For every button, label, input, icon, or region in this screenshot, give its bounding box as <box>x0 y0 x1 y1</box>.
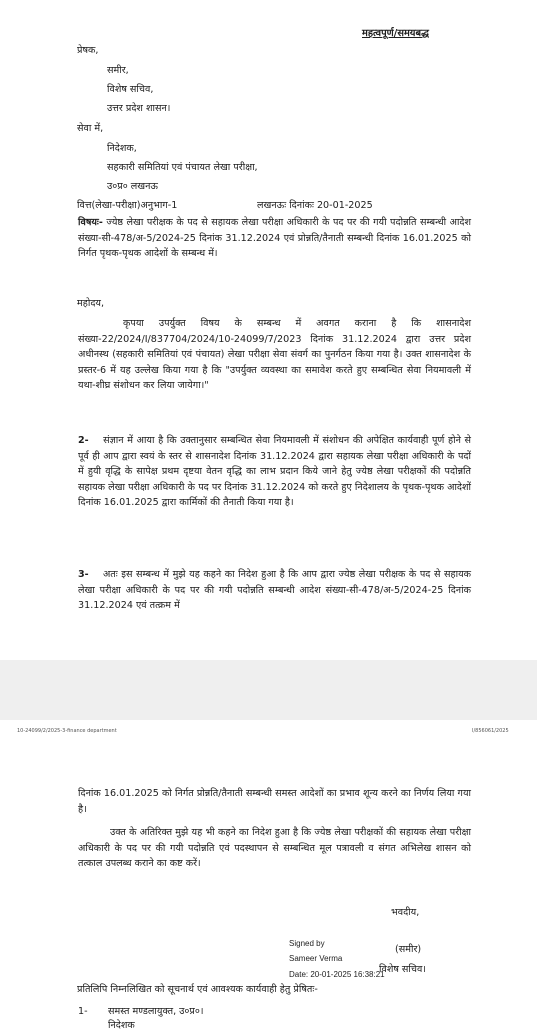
recipient-label: सेवा में, <box>77 123 104 134</box>
paragraph-2-number: 2- <box>78 435 89 446</box>
classification-mark: महत्वपूर्ण/समयबद्ध <box>362 28 429 39</box>
sender-name: समीर, <box>107 65 129 76</box>
salutation: महोदय, <box>77 298 105 309</box>
signer-name: (समीर) <box>395 944 422 955</box>
department-line: वित्त(लेखा-परीक्षा)अनुभाग-1 <box>77 200 178 211</box>
date-line: लखनऊः दिनांकः 20-01-2025 <box>257 200 373 211</box>
recipient-city: उ०प्र० लखनऊ <box>107 181 158 192</box>
copy-item-1-number: 1- <box>78 1006 88 1017</box>
subject-text: ज्येष्ठ लेखा परीक्षक के पद से सहायक लेखा परीक्षा अधिकारी के पद पर की गयी पदोन्नति सम्बन्धी आदेश संख्या-सी-478/अ-5/2024-25 दिनांक 31.12.2024 एवं प्रोन्नति/तैनाती सम्बन्धी दिनांक 16.01.2025 को निर्गत पृथक-पृथक आदेशों के सम्बन्ध में। <box>78 217 471 260</box>
subject-label: विषयः- <box>78 217 103 228</box>
recipient-office: सहकारी समितियां एवं पंचायत लेखा परीक्षा, <box>107 162 258 173</box>
page-header-file-number: 10-24099/2/2025-3-finance department <box>17 728 117 734</box>
signer-designation: विशेष सचिव। <box>379 964 426 975</box>
digital-signature-label: Signed by <box>289 939 325 948</box>
copy-to-line: प्रतिलिपि निम्नलिखित को सूचनार्थ एवं आवश्यक कार्यवाही हेतु प्रेषितः- <box>77 984 318 995</box>
paragraph-3-text: अतः इस सम्बन्ध में मुझे यह कहने का निदेश हुआ है कि आप द्वारा ज्येष्ठ लेखा परीक्षक के पद से सहायक लेखा परीक्षा अधिकारी के पद पर की गयी पदोन्नति सम्बन्धी आदेश संख्या-सी-478/अ-5/2024-25 दिनांक 31.12.2024 एवं तत्क्रम में <box>78 569 471 612</box>
recipient-designation: निदेशक, <box>107 143 137 154</box>
paragraph-3 <box>78 567 471 614</box>
paragraph-2 <box>78 433 471 511</box>
paragraph-4: उक्त के अतिरिक्त मुझे यह भी कहने का निदेश हुआ है कि ज्येष्ठ लेखा परीक्षकों की सहायक लेखा परीक्षा अधिकारी के पद पर की गयी पदोन्नति एवं पदस्थापन से सम्बन्धित मूल पत्रावली व संगत अभिलेख शासन को तत्काल उपलब्ध कराने का कष्ट करें। <box>78 827 471 870</box>
paragraph-3-number: 3- <box>78 569 89 580</box>
subject-block <box>78 215 471 262</box>
sender-office: उत्तर प्रदेश शासन। <box>107 103 171 114</box>
closing: भवदीय, <box>391 907 420 918</box>
page-separator <box>0 660 537 720</box>
digital-signature-date: Date: 20-01-2025 16:38:21 <box>289 970 385 979</box>
letter-page-2 <box>0 720 537 1031</box>
digital-signature-name: Sameer Verma <box>289 954 343 963</box>
paragraph-1: कृपया उपर्युक्त विषय के सम्बन्ध में अवगत कराना है कि शासनादेश संख्या-22/2024/I/837704/2024/10-24099/7/2023 दिनांक 31.12.2024 द्वारा उत्तर प्रदेश अधीनस्थ (सहकारी समितियां एवं पंचायत) लेखा परीक्षा सेवा संवर्ग का पुनर्गठन किया गया है। उक्त शासनादेश के प्रस्तर-6 में यह उल्लेख किया गया है कि "उपर्युक्त व्यवस्था का समावेश करते हुए सम्बन्धित सेवा नियमावली में यथा-शीघ्र संशोधन कर लिया जायेगा।" <box>78 318 471 392</box>
paragraph-2-text: संज्ञान में आया है कि उक्तानुसार सम्बन्धित सेवा नियमावली में संशोधन की अपेक्षित कार्यवाही पूर्ण होने से पूर्व ही आप द्वारा स्वयं के स्तर से शासनादेश दिनांक 31.12.2024 द्वारा सहायक लेखा परीक्षा अधिकारी के पदों में हुयी वृद्धि के सापेक्ष प्रथम दृष्टया वेतन वृद्धि का लाभ प्रदान किये जाने हेतु ज्येष्ठ लेखा परीक्षकों की पदोन्नति सहायक लेखा परीक्षा अधिकारी के पद पर दिनांक 31.12.2024 को करते हुए निदेशालय के पृथक-पृथक आदेशों दिनांक 16.01.2025 द्वारा कार्मिकों की तैनाती किया गया है। <box>78 435 472 509</box>
sender-label: प्रेषक, <box>77 45 99 56</box>
sender-designation: विशेष सचिव, <box>107 84 154 95</box>
paragraph-3-continued: दिनांक 16.01.2025 को निर्गत प्रोन्नति/तैनाती सम्बन्धी समस्त आदेशों का प्रभाव शून्य करने का निर्णय लिया गया है। <box>78 788 471 815</box>
copy-item-2-partial: निदेशक <box>108 1020 135 1031</box>
page-header-receipt-number: I/856061/2025 <box>472 728 509 734</box>
copy-item-1: समस्त मण्डलायुक्त, उ०प्र०। <box>108 1006 204 1017</box>
